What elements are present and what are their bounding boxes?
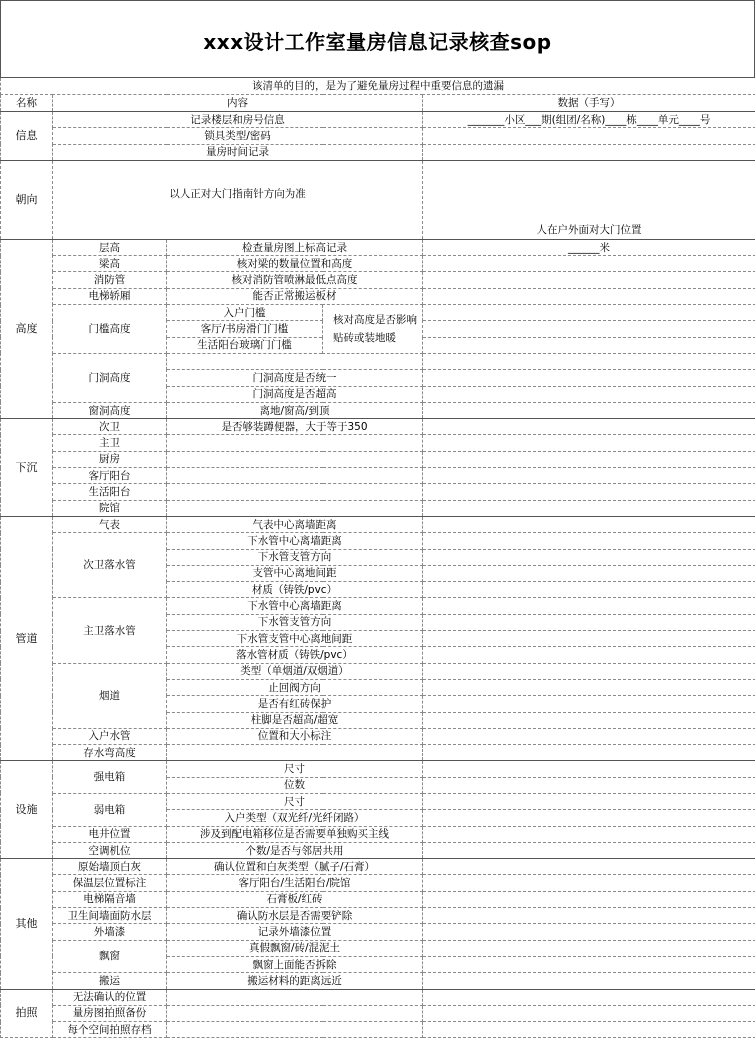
photo-content xyxy=(167,989,423,1005)
sink-sub: 生活阳台 xyxy=(53,484,167,500)
sink-data-field[interactable] xyxy=(423,435,755,451)
other-data-field[interactable] xyxy=(423,940,755,956)
info-data-field[interactable]: _______小区___期(组团/名称)____栋____单元____号 xyxy=(423,112,755,128)
facility-sub: 电井位置 xyxy=(53,826,167,842)
info-row: 记录楼层和房号信息 xyxy=(53,112,423,128)
checklist-table xyxy=(0,77,755,1038)
header-data: 数据（手写） xyxy=(423,95,755,112)
pipe-content: 支管中心离地间距 xyxy=(167,565,423,581)
facility-sub: 弱电箱 xyxy=(53,793,167,826)
photo-sub: 量房图拍照备份 xyxy=(53,1005,167,1021)
height-data-field[interactable]: ______米 xyxy=(423,239,755,255)
pipe-data-field[interactable] xyxy=(423,533,755,549)
photo-sub: 每个空间拍照存档 xyxy=(53,1022,167,1038)
other-sub: 卫生间墙面防水层 xyxy=(53,908,167,924)
other-data-field[interactable] xyxy=(423,956,755,972)
section-facility: 设施 xyxy=(1,761,53,859)
orientation-content: 以人正对大门指南针方向为准 xyxy=(53,160,423,239)
facility-sub: 空调机位 xyxy=(53,842,167,858)
pipe-data-field[interactable] xyxy=(423,598,755,614)
sink-data-field[interactable] xyxy=(423,419,755,435)
pipe-data-field[interactable] xyxy=(423,631,755,647)
sink-sub: 厨房 xyxy=(53,451,167,467)
sink-content xyxy=(167,451,423,467)
facility-content: 入户类型（双光纤/光纤闭路） xyxy=(167,810,423,826)
pipe-sub: 入户水管 xyxy=(53,728,167,744)
orientation-data-field[interactable]: 人在户外面对大门位置 xyxy=(423,160,755,239)
pipe-content: 落水管材质（铸铁/pvc） xyxy=(167,647,423,663)
photo-data-field[interactable] xyxy=(423,1005,755,1021)
height-sub: 窗洞高度 xyxy=(53,402,167,418)
height-content: 检查量房图上标高记录 xyxy=(167,239,423,255)
height-data-field[interactable] xyxy=(423,305,755,321)
height-sub: 梁高 xyxy=(53,256,167,272)
height-data-field[interactable] xyxy=(423,370,755,386)
info-data-field[interactable] xyxy=(423,128,755,144)
sink-data-field[interactable] xyxy=(423,484,755,500)
facility-content: 个数/是否与邻居共用 xyxy=(167,842,423,858)
height-content xyxy=(167,353,423,369)
height-data-field[interactable] xyxy=(423,337,755,353)
other-data-field[interactable] xyxy=(423,924,755,940)
other-content: 搬运材料的距离远近 xyxy=(167,973,423,989)
sink-sub: 主卫 xyxy=(53,435,167,451)
facility-data-field[interactable] xyxy=(423,761,755,777)
threshold-item: 客厅/书房滑门门槛 xyxy=(167,321,323,337)
sink-content xyxy=(167,500,423,516)
other-sub: 搬运 xyxy=(53,973,167,989)
section-info: 信息 xyxy=(1,112,53,161)
facility-content: 尺寸 xyxy=(167,761,423,777)
sink-content xyxy=(167,484,423,500)
other-sub: 外墙漆 xyxy=(53,924,167,940)
height-data-field[interactable] xyxy=(423,386,755,402)
pipe-content: 下水管支管方向 xyxy=(167,549,423,565)
pipe-content: 下水管支管中心离地间距 xyxy=(167,631,423,647)
height-sub: 层高 xyxy=(53,239,167,255)
height-content: 核对梁的数量位置和高度 xyxy=(167,256,423,272)
height-data-field[interactable] xyxy=(423,402,755,418)
other-content: 确认位置和白灰类型（腻子/石膏） xyxy=(167,859,423,875)
info-data-field[interactable] xyxy=(423,144,755,160)
pipe-sub: 存水弯高度 xyxy=(53,745,167,761)
facility-content: 尺寸 xyxy=(167,793,423,809)
photo-content xyxy=(167,1005,423,1021)
pipe-content: 止回阀方向 xyxy=(167,679,423,695)
other-content: 飘窗上面能否拆除 xyxy=(167,956,423,972)
pipe-data-field[interactable] xyxy=(423,728,755,744)
pipe-content: 位置和大小标注 xyxy=(167,728,423,744)
height-data-field[interactable] xyxy=(423,288,755,304)
sink-data-field[interactable] xyxy=(423,500,755,516)
facility-data-field[interactable] xyxy=(423,793,755,809)
pipe-sub: 气表 xyxy=(53,516,167,532)
other-data-field[interactable] xyxy=(423,908,755,924)
other-data-field[interactable] xyxy=(423,875,755,891)
photo-data-field[interactable] xyxy=(423,1022,755,1038)
height-sub: 门槛高度 xyxy=(53,305,167,354)
height-sub: 消防管 xyxy=(53,272,167,288)
photo-sub: 无法确认的位置 xyxy=(53,989,167,1005)
other-content: 记录外墙漆位置 xyxy=(167,924,423,940)
height-content: 离地/窗高/到顶 xyxy=(167,402,423,418)
section-sink: 下沉 xyxy=(1,419,53,517)
height-content: 门洞高度是否超高 xyxy=(167,386,423,402)
section-other: 其他 xyxy=(1,859,53,989)
other-data-field[interactable] xyxy=(423,973,755,989)
other-sub: 电梯隔音墙 xyxy=(53,891,167,907)
pipe-content: 材质（铸铁/pvc） xyxy=(167,582,423,598)
other-content: 真假飘窗/砖/混泥土 xyxy=(167,940,423,956)
facility-data-field[interactable] xyxy=(423,826,755,842)
pipe-data-field[interactable] xyxy=(423,696,755,712)
pipe-data-field[interactable] xyxy=(423,745,755,761)
other-content: 石膏板/红砖 xyxy=(167,891,423,907)
info-row: 量房时间记录 xyxy=(53,144,423,160)
facility-content: 涉及到配电箱移位是否需要单独购买主线 xyxy=(167,826,423,842)
pipe-data-field[interactable] xyxy=(423,565,755,581)
header-name: 名称 xyxy=(1,95,53,112)
pipe-content: 是否有红砖保护 xyxy=(167,696,423,712)
height-data-field[interactable] xyxy=(423,321,755,337)
facility-sub: 强电箱 xyxy=(53,761,167,794)
threshold-item: 生活阳台玻璃门门槛 xyxy=(167,337,323,353)
sink-data-field[interactable] xyxy=(423,468,755,484)
height-content: 门洞高度是否统一 xyxy=(167,370,423,386)
other-sub: 保温层位置标注 xyxy=(53,875,167,891)
pipe-content: 类型（单烟道/双烟道） xyxy=(167,663,423,679)
page-title: xxx设计工作室量房信息记录核查sop xyxy=(0,26,755,55)
height-content: 能否正常搬运板材 xyxy=(167,288,423,304)
pipe-content xyxy=(167,745,423,761)
photo-content xyxy=(167,1022,423,1038)
height-data-field[interactable] xyxy=(423,256,755,272)
height-sub: 门洞高度 xyxy=(53,353,167,402)
height-data-field[interactable] xyxy=(423,272,755,288)
photo-data-field[interactable] xyxy=(423,989,755,1005)
pipe-data-field[interactable] xyxy=(423,516,755,532)
pipe-data-field[interactable] xyxy=(423,582,755,598)
height-sub: 电梯轿厢 xyxy=(53,288,167,304)
pipe-data-field[interactable] xyxy=(423,679,755,695)
sink-sub: 次卫 xyxy=(53,419,167,435)
other-sub: 原始墙顶白灰 xyxy=(53,859,167,875)
pipe-content: 气表中心离墙距离 xyxy=(167,516,423,532)
height-content: 核对消防管喷淋最低点高度 xyxy=(167,272,423,288)
other-data-field[interactable] xyxy=(423,859,755,875)
facility-data-field[interactable] xyxy=(423,842,755,858)
pipe-content: 柱脚是否超高/超宽 xyxy=(167,712,423,728)
sink-content xyxy=(167,468,423,484)
section-photo: 拍照 xyxy=(1,989,53,1038)
pipe-data-field[interactable] xyxy=(423,647,755,663)
height-data-field[interactable] xyxy=(423,353,755,369)
pipe-sub: 主卫落水管 xyxy=(53,598,167,663)
pipe-sub: 烟道 xyxy=(53,663,167,728)
pipe-data-field[interactable] xyxy=(423,549,755,565)
facility-content: 位数 xyxy=(167,777,423,793)
sink-data-field[interactable] xyxy=(423,451,755,467)
other-content: 客厅阳台/生活阳台/院馆 xyxy=(167,875,423,891)
section-pipe: 管道 xyxy=(1,516,53,760)
sink-sub: 院馆 xyxy=(53,500,167,516)
pipe-content: 下水管支管方向 xyxy=(167,614,423,630)
pipe-sub: 次卫落水管 xyxy=(53,533,167,598)
pipe-content: 下水管中心离墙距离 xyxy=(167,533,423,549)
pipe-data-field[interactable] xyxy=(423,712,755,728)
facility-data-field[interactable] xyxy=(423,810,755,826)
other-data-field[interactable] xyxy=(423,891,755,907)
sink-content: 是否够装蹲便器，大于等于350 xyxy=(167,419,423,435)
other-sub: 飘窗 xyxy=(53,940,167,973)
header-content: 内容 xyxy=(53,95,423,112)
other-content: 确认防水层是否需要铲除 xyxy=(167,908,423,924)
sink-sub: 客厅阳台 xyxy=(53,468,167,484)
pipe-content: 下水管中心离墙距离 xyxy=(167,598,423,614)
purpose-text: 该清单的目的，是为了避免量房过程中重要信息的遗漏 xyxy=(1,78,755,95)
threshold-item: 入户门槛 xyxy=(167,305,323,321)
info-row: 锁具类型/密码 xyxy=(53,128,423,144)
facility-data-field[interactable] xyxy=(423,777,755,793)
section-height: 高度 xyxy=(1,239,53,418)
pipe-data-field[interactable] xyxy=(423,614,755,630)
pipe-data-field[interactable] xyxy=(423,663,755,679)
threshold-note: 核对高度是否影响贴砖或装地暖 xyxy=(323,305,423,354)
sink-content xyxy=(167,435,423,451)
section-orientation: 朝向 xyxy=(1,160,53,239)
